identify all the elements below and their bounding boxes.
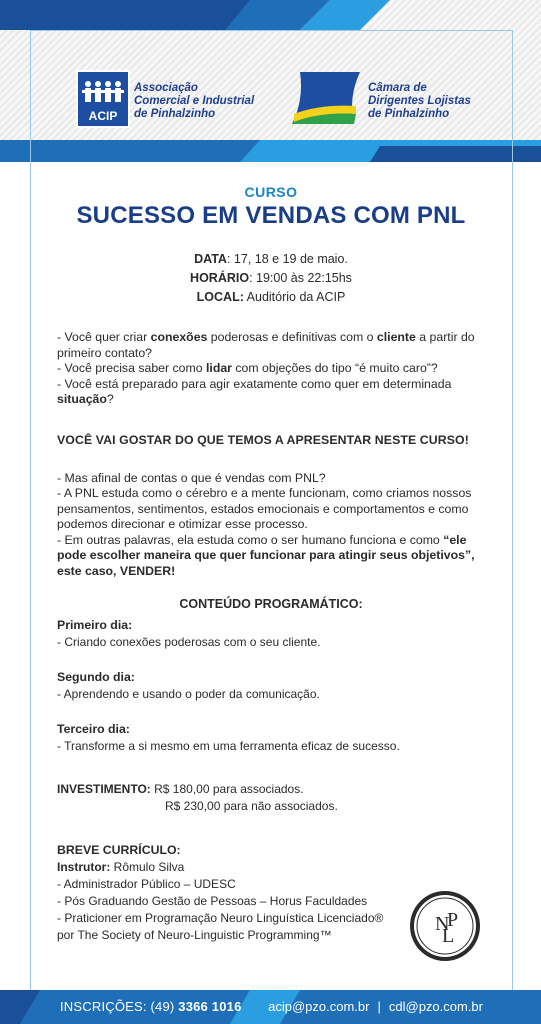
course-title: SUCESSO EM VENDAS COM PNL — [76, 202, 466, 229]
curriculum-line: - Administrador Público – UDESC — [57, 877, 236, 891]
pnl-explanation — [57, 471, 485, 580]
svg-text:N: N — [435, 913, 450, 935]
investment-block — [57, 781, 485, 815]
question-1: - Você quer criar conexões poderosas e definitivas com o cliente a partir do primeiro contato? — [57, 330, 475, 360]
acip-logo-text: ACIP — [88, 109, 118, 123]
contact-emails: acip@pzo.com.br | cdl@pzo.com.br — [268, 999, 483, 1014]
question-2: - Você precisa saber como lidar com objeções do tipo “é muito caro”? — [57, 361, 438, 375]
place-line: LOCAL: Auditório da ACIP — [196, 290, 346, 304]
header-bottom-stripe — [0, 140, 541, 162]
pnl-para-1: - Mas afinal de contas o que é vendas com PNL? — [57, 470, 326, 485]
program-day-1: Primeiro dia: - Criando conexões poderosas com o seu cliente. — [57, 618, 321, 649]
event-info — [57, 250, 485, 307]
svg-text:P: P — [447, 909, 459, 931]
course-label: CURSO — [244, 184, 298, 200]
phone-number: 3366 1016 — [178, 999, 242, 1014]
header-top-stripe — [0, 0, 541, 30]
email-acip[interactable]: acip@pzo.com.br — [268, 999, 370, 1014]
instructor-line: Instrutor: Rômulo Silva — [57, 860, 185, 874]
questions-block — [57, 330, 485, 408]
acip-logo — [76, 70, 130, 128]
question-3: - Você está preparado para agir exatamente como quer em determinada situação? — [57, 376, 452, 406]
cdl-logo — [290, 70, 362, 126]
flyer-content — [57, 184, 485, 944]
pnl-para-3: - Em outras palavras, ela estuda como o ser humano funciona e como “ele pode escolher maneira que quer funcionar para atingir seus objetivos”, este caso, VENDER! — [57, 532, 475, 578]
investment-label: INVESTIMENTO: — [57, 782, 151, 796]
curriculum-line: - Pós Graduando Gestão de Pessoas – Horus Faculdades — [57, 894, 368, 908]
price-non-members: R$ 230,00 para não associados. — [165, 799, 338, 813]
date-line: DATA: 17, 18 e 19 de maio. — [194, 252, 348, 266]
program-day-2: Segundo dia: - Aprendendo e usando o poder da comunicação. — [57, 670, 320, 701]
curriculum-line: - Praticioner em Programação Neuro Linguística Licenciado® por The Society of Neuro-Linguistic Programming™ — [57, 911, 384, 942]
registration-info: INSCRIÇÕES: (49) 3366 1016 — [60, 999, 242, 1014]
callout-heading: VOCÊ VAI GOSTAR DO QUE TEMOS A APRESENTAR NESTE CURSO! — [57, 432, 469, 447]
email-cdl[interactable]: cdl@pzo.com.br — [388, 999, 483, 1014]
price-members: R$ 180,00 para associados. — [150, 782, 304, 796]
curriculum-title: BREVE CURRÍCULO: — [57, 843, 181, 857]
program-day-3: Terceiro dia: - Transforme a si mesmo em uma ferramenta eficaz de sucesso. — [57, 722, 400, 753]
nlp-seal-icon — [409, 890, 481, 962]
footer-bar — [0, 990, 541, 1024]
time-line: HORÁRIO: 19:00 às 22:15hs — [190, 271, 352, 285]
cdl-org-name: Câmara de Dirigentes Lojistas de Pinhalzinho — [368, 82, 471, 120]
program-title: CONTEÚDO PROGRAMÁTICO: — [179, 597, 363, 611]
header-banner — [0, 0, 541, 162]
svg-text:L: L — [442, 925, 455, 947]
pnl-para-2: - A PNL estuda como o cérebro e a mente funcionam, como criamos nossos pensamentos, sentimentos, estados emocionais e comportamentos e como podemos direcionar e otimizar esse processo. — [57, 486, 472, 531]
acip-org-name: Associação Comercial e Industrial de Pinhalzinho — [134, 82, 255, 120]
